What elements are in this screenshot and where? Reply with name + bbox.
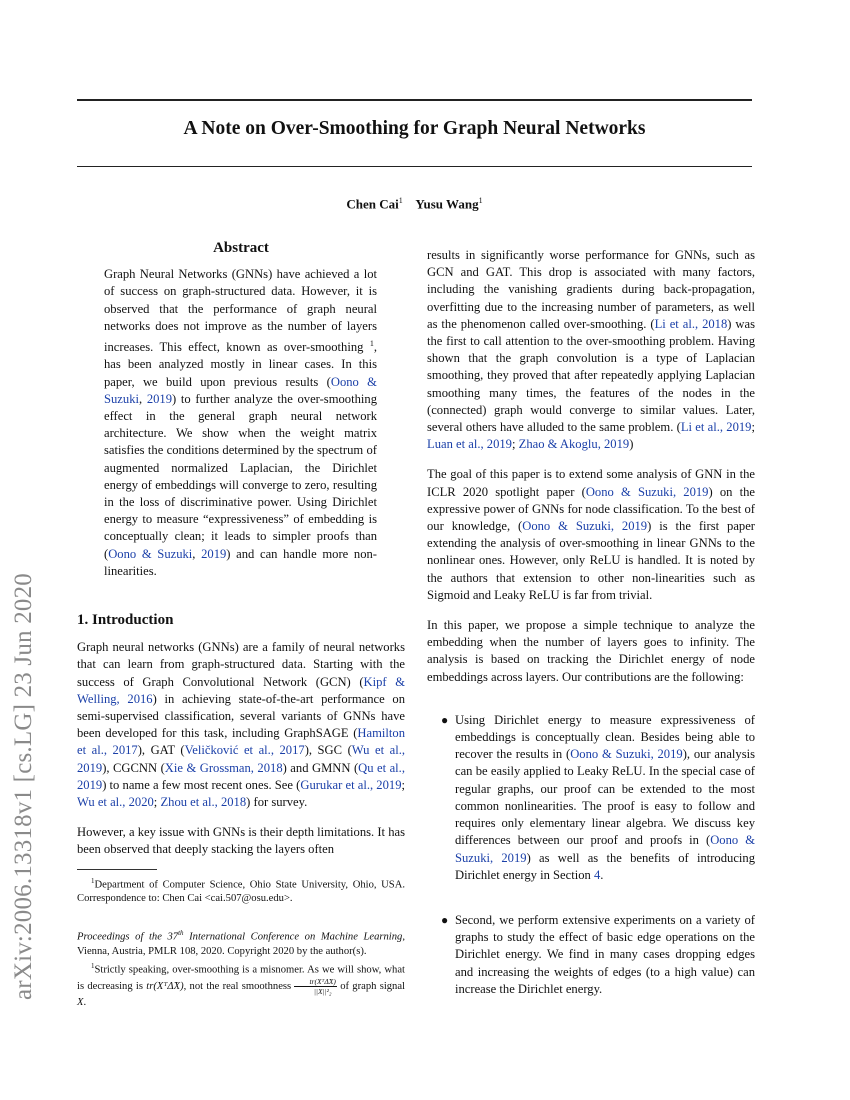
smoothness-footnote [77, 959, 405, 1011]
text-run: ), CGCNN ( [102, 760, 165, 775]
text-run: , not the real smoothness [183, 981, 295, 993]
section-heading-introduction: 1. Introduction [77, 612, 174, 629]
left-column [77, 240, 405, 1010]
author-list [77, 196, 752, 212]
footnote-mark[interactable]: 1 [369, 339, 374, 349]
text-run: ; [751, 420, 755, 435]
citation-link[interactable]: Kipf & Welling, 2016 [77, 674, 405, 706]
intro-paragraph [77, 639, 405, 811]
text-run: Using Dirichlet energy to measure expressiveness of embeddings is conceptually clean. Besides being able to recover the results in ( [455, 712, 755, 762]
math-fraction [294, 977, 336, 996]
math-expression: X [77, 997, 84, 1009]
right-column [427, 247, 755, 1026]
citation-link[interactable]: Hamilton et al., 2017 [77, 726, 405, 758]
text-run: ) as well as the benefits of introducing Dirichlet energy in Section [455, 850, 756, 882]
text-run: International Conference on Machine Learning [183, 931, 403, 943]
citation-link[interactable]: Zhou et al., 2018 [160, 795, 247, 810]
text-run: ) for survey. [246, 795, 308, 810]
text-run: , Vienna, Austria, PMLR 108, 2020. Copyright 2020 by the author(s). [77, 931, 405, 957]
bullet-icon: ● [441, 912, 449, 927]
text-run: ) [629, 437, 634, 452]
text-run: . [83, 997, 87, 1009]
abstract-heading: Abstract [213, 240, 269, 256]
citation-link[interactable]: Oono & Suzuki, 2019 [585, 484, 709, 499]
footnote-mark: 1 [91, 961, 95, 970]
text-run: of graph signal [336, 981, 405, 993]
citation-link[interactable]: Zhao & Akoglu, 2019 [518, 437, 630, 452]
text-run: th [178, 929, 184, 938]
citation-link[interactable]: Luan et al., 2019 [427, 437, 512, 452]
abstract-section [77, 240, 405, 580]
section-link[interactable]: 4 [593, 867, 601, 882]
text-run: results in significantly worse performance for GNNs, such as GCN and GAT. This drop is associated with many factors, including the vanishing gradients during back-propagation, overfitting due to the increasing number of parameters, as well as the phenomenon called over-smoothing. ( [427, 248, 755, 331]
bullet-icon: ● [441, 712, 449, 727]
body-paragraph: In this paper, we propose a simple technique to analyze the embedding when the number of layers goes to infinity. The analysis is based on tracking the Dirichlet energy of node embeddings across layers. Our contributions are the following: [427, 618, 755, 684]
proceedings-note [77, 926, 405, 959]
arxiv-identifier-stamp: arXiv:2006.13318v1 [cs.LG] 23 Jun 2020 [10, 573, 37, 1000]
author-name: Chen Cai [346, 196, 399, 212]
citation-link[interactable]: Veličković et al., 2017 [184, 743, 305, 758]
author-name: Yusu Wang [415, 196, 479, 212]
text-run: ), our analysis can be easily applied to Leaky ReLU. In the special case of regular graphs, our proof can be extended to the most common nonlinearities. The proof is easy to follow and requires only elementary linear algebra. We discuss key differences between our proof and proofs in ( [455, 747, 756, 848]
citation-link[interactable]: Oono & Suzuki, 2019 [455, 833, 755, 865]
text-run: ; [153, 795, 161, 810]
text-run: ) and GMNN ( [282, 760, 359, 775]
text-run: ), SGC ( [304, 743, 352, 758]
affiliation-footnote [77, 874, 405, 907]
intro-paragraph: However, a key issue with GNNs is their depth limitations. It has been observed that deeply stacking the layers often [77, 825, 405, 857]
author-affiliation-mark: 1 [478, 196, 483, 205]
text-run: ; [401, 777, 405, 792]
citation-link[interactable]: 2019 [201, 546, 227, 561]
text-run: , has been analyzed mostly in linear cases. In this paper, we build upon previous results ( [104, 340, 377, 389]
text-run: ) was the first to call attention to the over-smoothing problem. Having shown that the graph convolution is a type of Laplacian smoothing, they proved that after repeatedly applying Laplacian smoothing many times, the features of the nodes in the (connected) graph would converge to similar values. Later, several others have alluded to the same problem. ( [427, 316, 755, 435]
citation-link[interactable]: Qu et al., 2019 [77, 760, 405, 792]
text-run: ) is the first paper extending the analysis of over-smoothing in linear GNNs to the nonlinear ones. However, only ReLU is handled. It is noted by the authors that extension to other non-linearities such as Sigmoid and Leaky ReLU is far from trivial. [427, 519, 756, 602]
abstract-body [104, 266, 377, 580]
footnote-divider [77, 869, 157, 870]
paper-title: A Note on Over-Smoothing for Graph Neural Networks [183, 118, 646, 139]
text-run: ) and can handle more non-linearities. [104, 546, 377, 578]
text-run: , [138, 391, 147, 406]
text-run: ) on the expressive power of GNNs for node classification. To the best of our knowledge, ( [427, 484, 755, 534]
citation-link[interactable]: Oono & Suzuki, 2019 [570, 747, 683, 762]
citation-link[interactable]: Gurukar et al., 2019 [300, 777, 402, 792]
text-run: Strictly speaking, over-smoothing is a misnomer. As we will show, what is decreasing is [77, 964, 405, 993]
citation-link[interactable]: Oono & Suzuki, 2019 [522, 519, 648, 534]
list-item [427, 712, 755, 884]
citation-link[interactable]: Li et al., 2019 [680, 420, 752, 435]
citation-link[interactable]: Wu et al., 2019 [77, 743, 405, 775]
text-run: ) in achieving state-of-the-art performance on semi-supervised classification, several variants of GNNs have been developed for this task, including GraphSAGE ( [77, 691, 406, 741]
text-run: Graph neural networks (GNNs) are a family of neural networks that can learn from graph-structured data. Starting with the success of Graph Convolutional Network (GCN) ( [77, 640, 405, 689]
fraction-denominator: ||X||²₂ [313, 987, 332, 997]
citation-link[interactable]: Li et al., 2018 [654, 316, 728, 331]
text-run: ; [511, 437, 519, 452]
text-run: The goal of this paper is to extend some analysis of GNN in the ICLR 2020 spotlight paper ( [427, 467, 755, 499]
text-run: Second, we perform extensive experiments on a variety of graphs to study the effect of basic edge operations on the Dirichlet energy. We find in many cases dropping edges and increasing the weights of edges (to a high value) can increase the Dirichlet energy. [455, 912, 755, 996]
contribution-list [427, 712, 755, 998]
text-run: , [192, 546, 202, 561]
text-run: Proceedings of the 37 [77, 931, 179, 943]
text-run: Graph Neural Networks (GNNs) have achieved a lot of success on graph-structured data. However, it is observed that the performance of graph neural networks does not improve as the number of layers increases. This effect, known as over-smoothing [104, 267, 377, 355]
list-item [427, 912, 755, 998]
math-expression: tr(XᵀΔ̃X) [146, 981, 184, 993]
citation-link[interactable]: Wu et al., 2020 [77, 795, 154, 810]
body-paragraph [427, 247, 755, 453]
title-bottom-rule [77, 166, 752, 167]
citation-link[interactable]: Xie & Grossman, 2018 [164, 760, 283, 775]
citation-link[interactable]: 2019 [146, 391, 172, 406]
text-run: ) to name a few most recent ones. See ( [102, 777, 301, 792]
fraction-numerator: tr(XᵀΔ̃X) [294, 977, 336, 987]
title-top-rule [77, 99, 752, 101]
text-run: . [600, 867, 604, 882]
footnote-mark: 1 [91, 876, 95, 885]
author-affiliation-mark: 1 [398, 196, 403, 205]
body-paragraph [427, 466, 755, 604]
citation-link[interactable]: Oono & Suzuki [108, 546, 193, 561]
text-run: ), GAT ( [137, 743, 185, 758]
text-run: ) to further analyze the over-smoothing effect in the general graph neural network architecture. We show when the weight matrix satisfies the conditions determined by the spectrum of augmented normalized Laplacian, the Dirichlet energy of embeddings will converge to zero, resulting in the loss of discriminative power. Using Dirichlet energy to measure “expressiveness” of embedding is conceptually clean; it leads to simpler proofs than ( [104, 391, 377, 561]
citation-link[interactable]: Oono & Suzuki [104, 374, 377, 406]
text-run: Department of Computer Science, Ohio State University, Ohio, USA. Correspondence to: Chen Cai <cai.507@osu.edu>. [77, 879, 405, 905]
